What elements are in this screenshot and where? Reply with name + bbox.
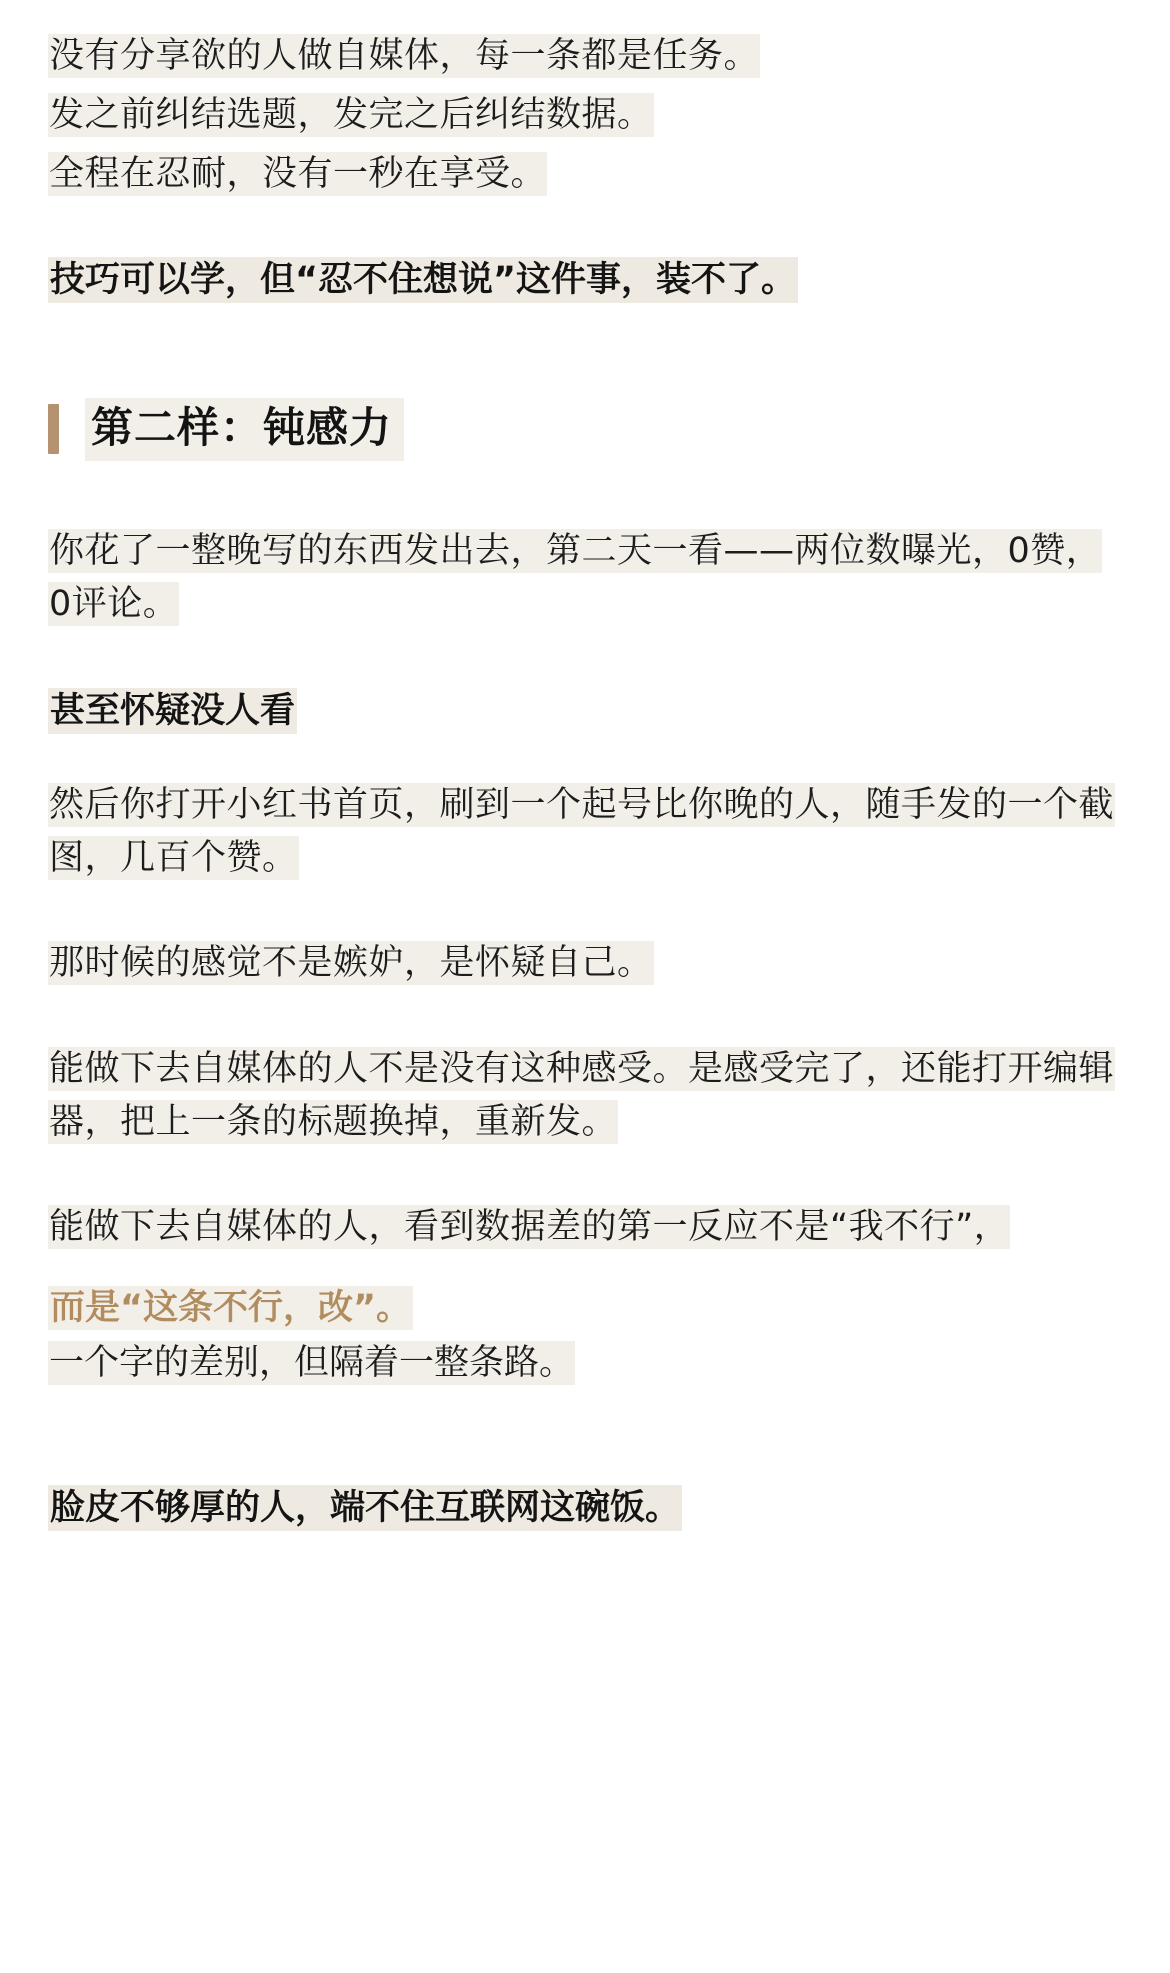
spacer-3 bbox=[48, 461, 1122, 525]
body-paragraph-3 bbox=[48, 937, 1122, 990]
intro-line-2-text: 发之前纠结选题，发完之后纠结数据。 bbox=[49, 95, 653, 136]
spacer-10 bbox=[48, 1390, 1122, 1482]
section-title-text: 第二样：钝感力 bbox=[85, 398, 404, 461]
spacer-5 bbox=[48, 733, 1122, 779]
body-paragraph-6-text: 一个字的差别，但隔着一整条路。 bbox=[49, 1342, 575, 1383]
body-paragraph-1 bbox=[48, 525, 1122, 631]
intro-line-3-text: 全程在忍耐，没有一秒在享受。 bbox=[49, 154, 547, 195]
body-paragraph-6 bbox=[48, 1337, 1122, 1390]
spacer-8 bbox=[48, 1155, 1122, 1201]
body-paragraph-4-text: 能做下去自媒体的人不是没有这种感受。是感受完了，还能打开编辑器，把上一条的标题换掉，重新发。 bbox=[49, 1048, 1115, 1142]
closing-statement-text: 脸皮不够厚的人，端不住互联网这碗饭。 bbox=[48, 1485, 682, 1531]
intro-block bbox=[48, 30, 1122, 202]
intro-line-2 bbox=[48, 89, 1122, 142]
sub-heading-1-text: 甚至怀疑没人看 bbox=[48, 688, 297, 734]
section-heading bbox=[48, 398, 1122, 461]
body-paragraph-5 bbox=[48, 1201, 1122, 1254]
body-paragraph-2 bbox=[48, 779, 1122, 885]
sub-heading-1 bbox=[48, 683, 1122, 733]
intro-emphasis bbox=[48, 254, 1122, 307]
body-paragraph-1-text: 你花了一整晚写的东西发出去，第二天一看——两位数曝光，0赞，0评论。 bbox=[49, 530, 1102, 624]
spacer-2 bbox=[48, 306, 1122, 398]
spacer-6 bbox=[48, 891, 1122, 937]
spacer-1 bbox=[48, 208, 1122, 254]
body-paragraph-3-text: 那时候的感觉不是嫉妒，是怀疑自己。 bbox=[49, 943, 653, 984]
section-accent-bar bbox=[48, 404, 59, 454]
body-paragraph-2-text: 然后你打开小红书首页，刷到一个起号比你晚的人，随手发的一个截图，几百个赞。 bbox=[49, 784, 1115, 879]
closing-statement bbox=[48, 1482, 1122, 1535]
body-paragraph-5-text: 能做下去自媒体的人，看到数据差的第一反应不是“我不行”， bbox=[49, 1206, 1010, 1247]
intro-line-1 bbox=[48, 30, 1122, 83]
body-paragraph-4 bbox=[48, 1043, 1122, 1149]
intro-line-3 bbox=[48, 148, 1122, 201]
accent-paragraph-text: 而是“这条不行，改”。 bbox=[50, 1288, 412, 1329]
intro-emphasis-text: 技巧可以学，但“忍不住想说”这件事，装不了。 bbox=[48, 257, 798, 303]
accent-paragraph bbox=[48, 1282, 1122, 1335]
spacer-7 bbox=[48, 997, 1122, 1043]
intro-line-1-text: 没有分享欲的人做自媒体，每一条都是任务。 bbox=[49, 36, 760, 76]
spacer-9 bbox=[48, 1260, 1122, 1282]
spacer-4 bbox=[48, 637, 1122, 683]
